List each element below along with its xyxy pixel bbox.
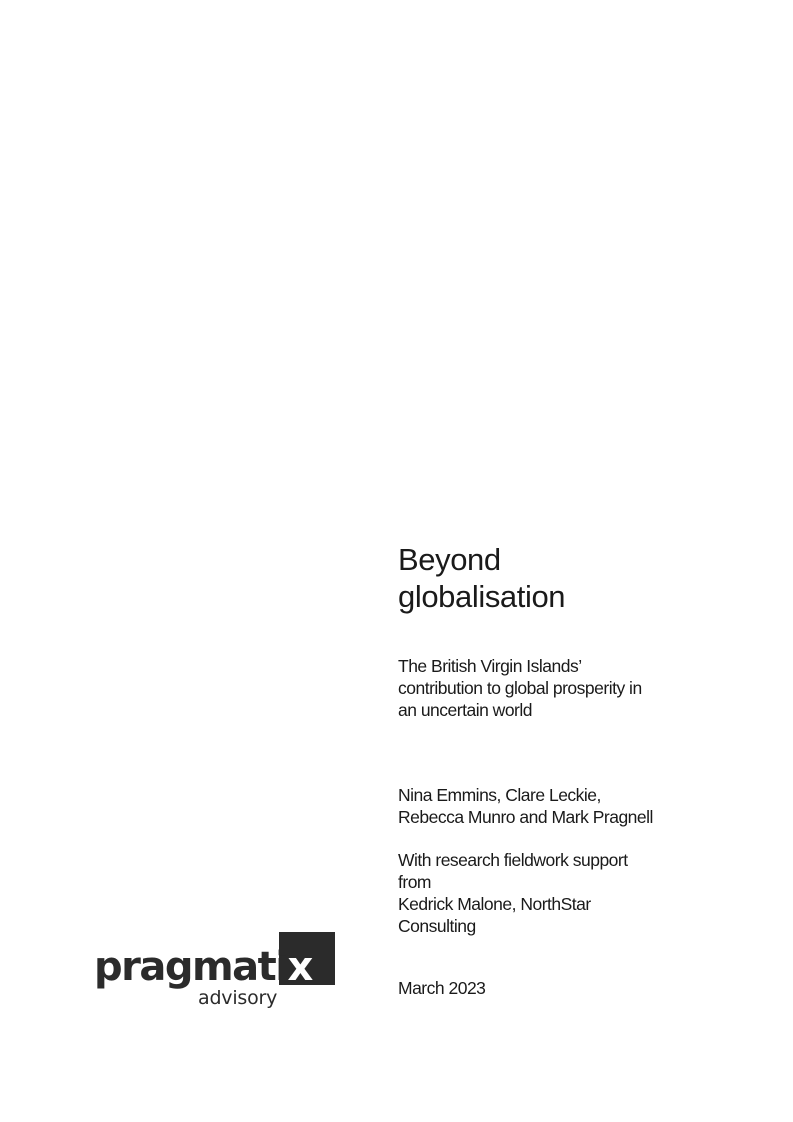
fieldwork-support-line-1: With research fieldwork support: [398, 850, 628, 870]
report-title: [398, 541, 758, 615]
pragmatix-advisory-logo: [94, 932, 336, 1014]
fieldwork-support: [398, 849, 758, 937]
logo-wordmark: [94, 945, 312, 989]
report-subtitle-line-2: contribution to global prosperity in: [398, 678, 642, 698]
report-title-line-2: globalisation: [398, 579, 566, 614]
fieldwork-support-line-4: Consulting: [398, 916, 476, 936]
authors: [398, 784, 758, 828]
report-subtitle: [398, 655, 758, 721]
report-subtitle-line-1: The British Virgin Islands’: [398, 656, 582, 676]
publication-date: March 2023: [398, 978, 486, 998]
report-title-line-1: Beyond: [398, 542, 501, 577]
logo-wordmark-x: x: [287, 944, 312, 990]
fieldwork-support-line-3: Kedrick Malone, NorthStar: [398, 894, 591, 914]
authors-line-2: Rebecca Munro and Mark Pragnell: [398, 807, 653, 827]
logo-wordmark-main: pragmati: [94, 944, 288, 990]
authors-line-1: Nina Emmins, Clare Leckie,: [398, 785, 601, 805]
fieldwork-support-line-2: from: [398, 872, 431, 892]
report-subtitle-line-3: an uncertain world: [398, 700, 532, 720]
logo-subtitle: advisory: [198, 987, 278, 1009]
